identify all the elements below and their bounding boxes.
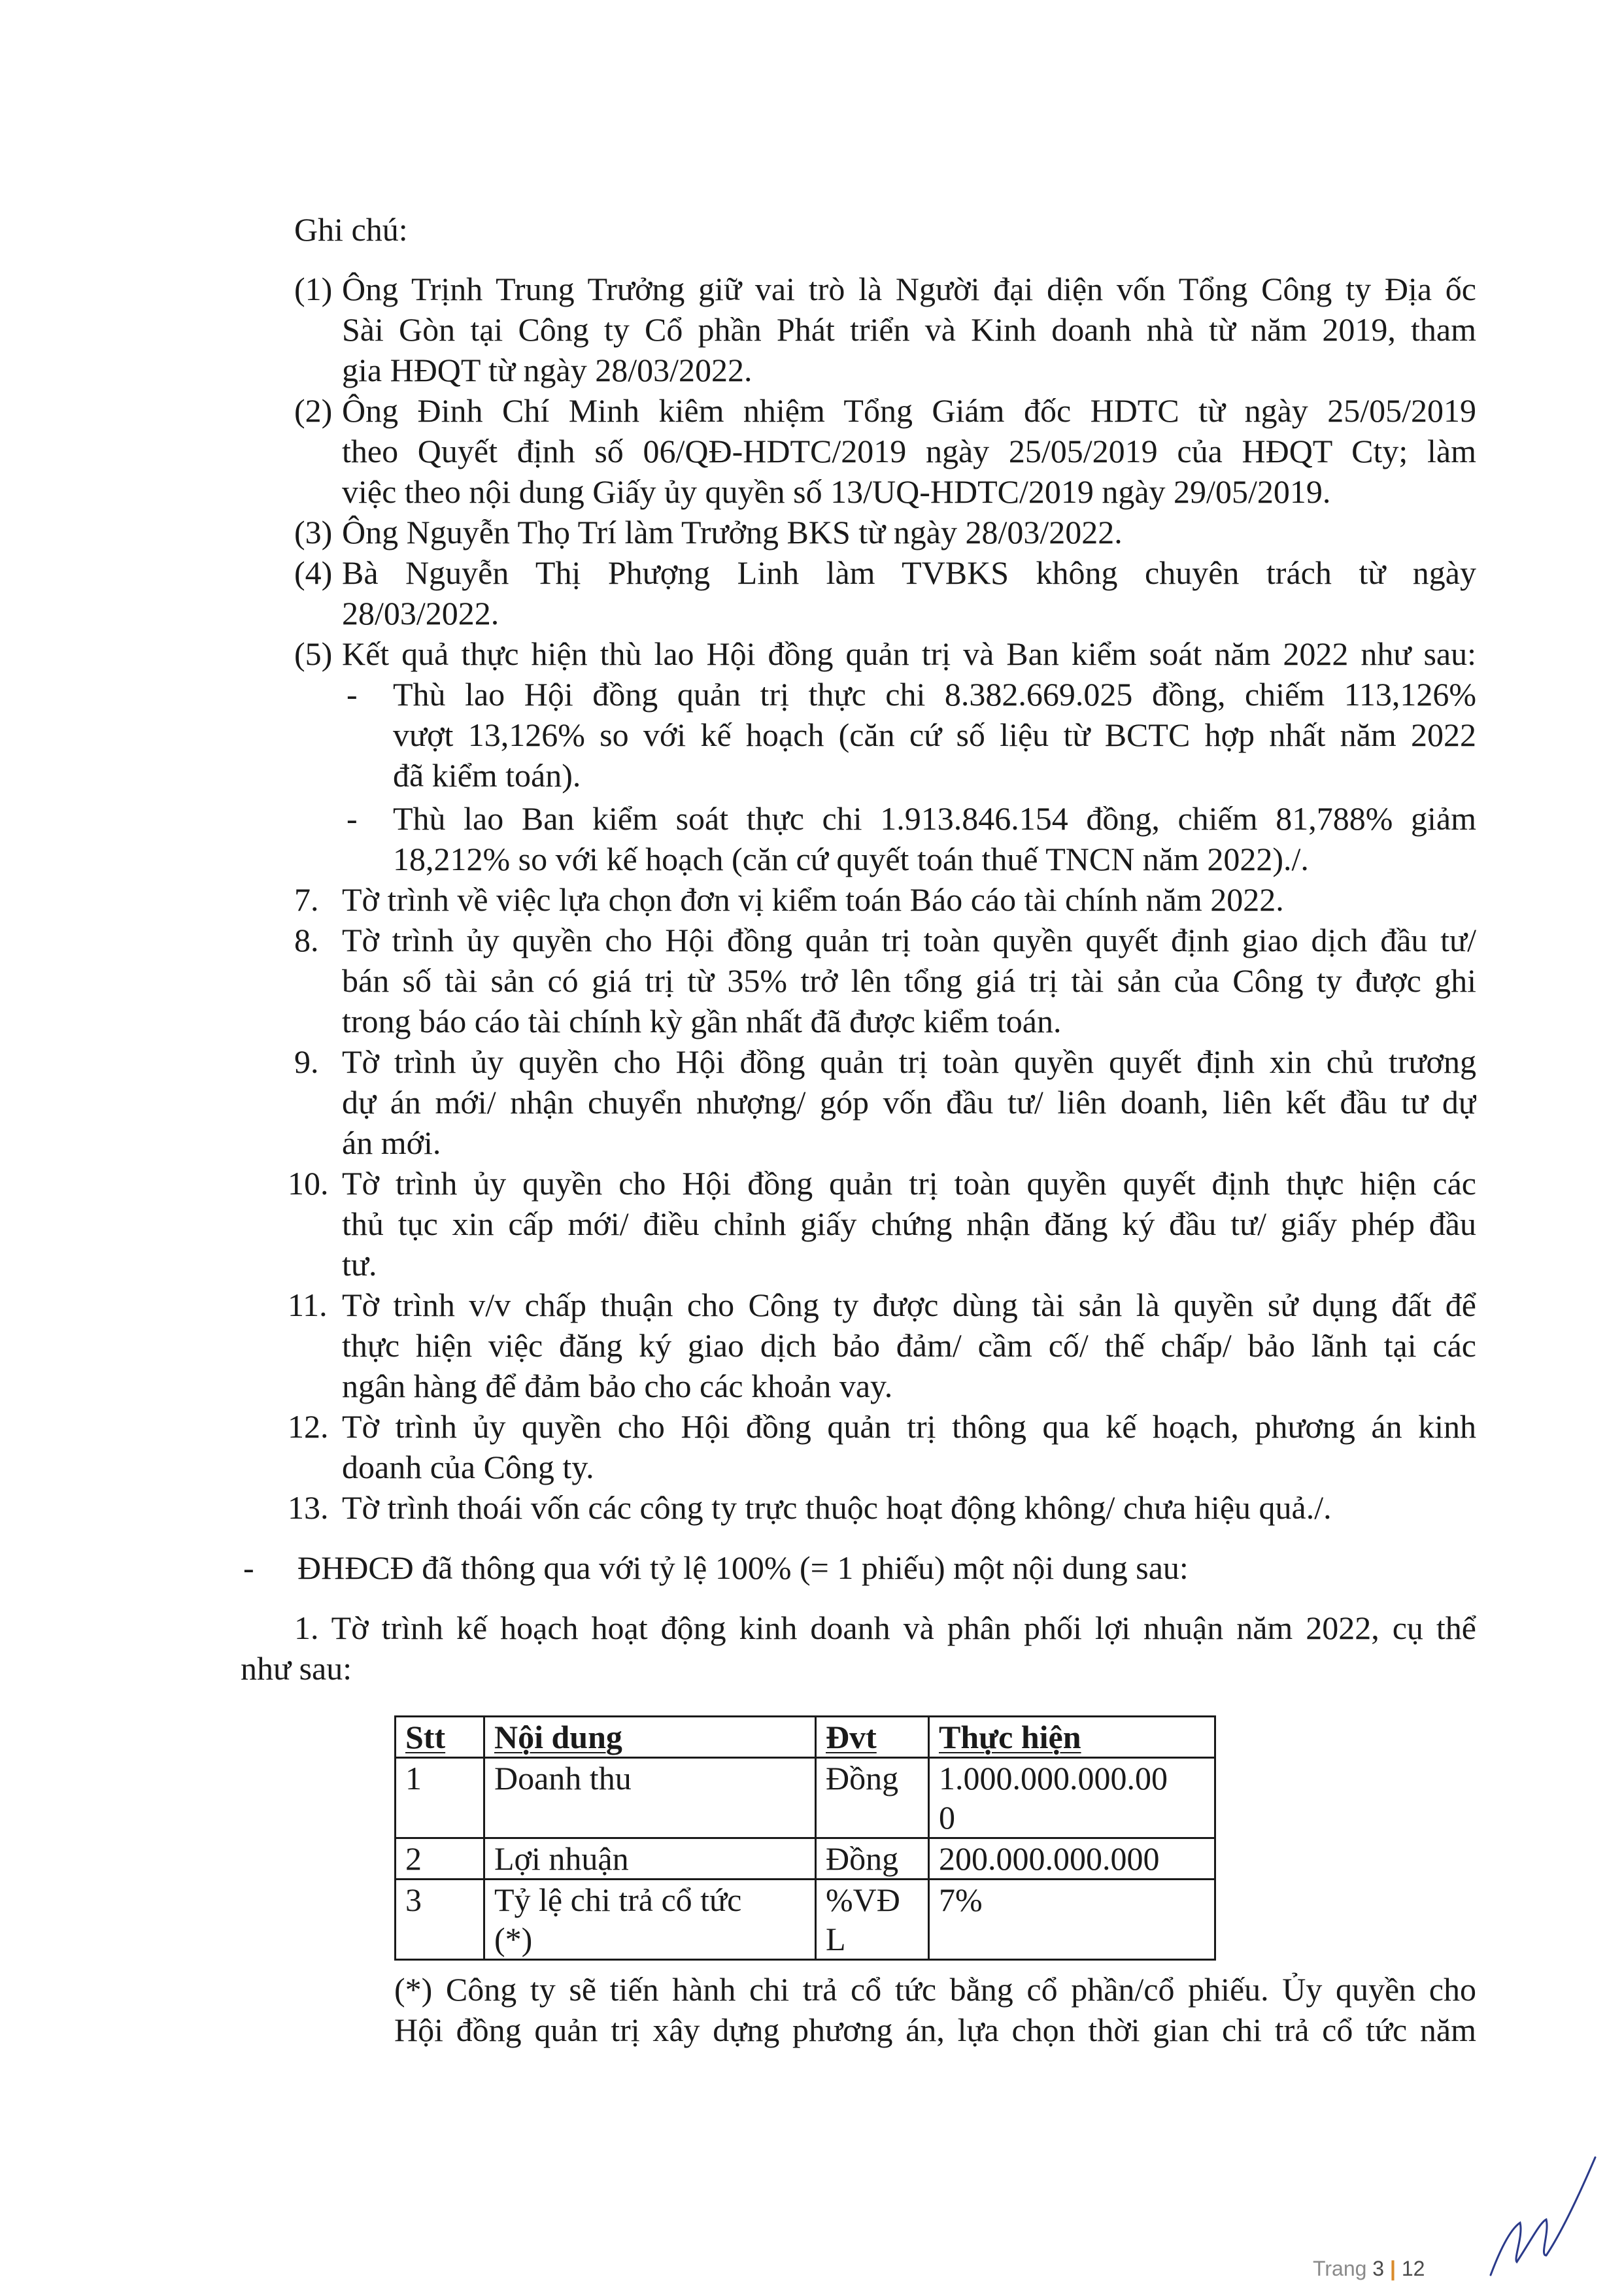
bullet-dash: - bbox=[347, 676, 358, 713]
table-row bbox=[396, 1838, 1215, 1880]
table-cell: 2 bbox=[396, 1838, 484, 1880]
table-header-row bbox=[396, 1717, 1215, 1758]
item-line: dự án mới/ nhận chuyển nhượng/ góp vốn đầu tư/ liên doanh, liên kết đầu tư dự bbox=[342, 1084, 1476, 1121]
page-separator: | bbox=[1389, 2257, 1396, 2280]
note-line: Sài Gòn tại Công ty Cổ phần Phát triển và Kinh doanh nhà từ năm 2019, tham bbox=[342, 311, 1476, 348]
table-header-cell: Stt bbox=[396, 1717, 484, 1758]
item-line: Tờ trình v/v chấp thuận cho Công ty được dùng tài sản là quyền sử dụng đất để bbox=[342, 1287, 1476, 1323]
item-line: án mới. bbox=[342, 1124, 441, 1161]
table-cell: %VĐ L bbox=[816, 1880, 929, 1960]
approval-dash: - bbox=[243, 1549, 254, 1586]
table-row bbox=[396, 1880, 1215, 1960]
note-number: (1) bbox=[294, 271, 333, 307]
page-footer bbox=[1313, 2257, 1425, 2281]
item-line: bán số tài sản có giá trị từ 35% trở lên tổng giá trị tài sản của Công ty được ghi bbox=[342, 962, 1476, 999]
note-line: Ông Nguyễn Thọ Trí làm Trưởng BKS từ ngày 28/03/2022. bbox=[342, 514, 1123, 550]
bullet-line: 18,212% so với kế hoạch (căn cứ quyết toán thuế TNCN năm 2022)./. bbox=[393, 841, 1309, 877]
item-line: ngân hàng để đảm bảo cho các khoản vay. bbox=[342, 1368, 893, 1404]
footnote-line: (*) Công ty sẽ tiến hành chi trả cổ tức bằng cổ phần/cổ phiếu. Ủy quyền cho bbox=[394, 1971, 1476, 2008]
note-line: gia HĐQT từ ngày 28/03/2022. bbox=[342, 352, 753, 388]
item-line: Tờ trình về việc lựa chọn đơn vị kiểm toán Báo cáo tài chính năm 2022. bbox=[342, 881, 1284, 918]
table-header-cell: Nội dung bbox=[484, 1717, 816, 1758]
item-number: 12. bbox=[288, 1408, 329, 1445]
notes-heading: Ghi chú: bbox=[294, 211, 408, 248]
item-line: doanh của Công ty. bbox=[342, 1449, 594, 1485]
note-number: (4) bbox=[294, 554, 333, 591]
table-cell: Lợi nhuận bbox=[484, 1838, 816, 1880]
item-line: Tờ trình ủy quyền cho Hội đồng quản trị thông qua kế hoạch, phương án kinh bbox=[342, 1408, 1476, 1445]
table-cell: 7% bbox=[929, 1880, 1215, 1960]
note-line: Kết quả thực hiện thù lao Hội đồng quản trị và Ban kiểm soát năm 2022 như sau: bbox=[342, 635, 1476, 672]
table-cell: Tỷ lệ chi trả cổ tức (*) bbox=[484, 1880, 816, 1960]
item-number: 7. bbox=[294, 881, 319, 918]
table-cell: Doanh thu bbox=[484, 1758, 816, 1838]
item-number: 11. bbox=[288, 1287, 328, 1323]
note-line: việc theo nội dung Giấy ủy quyền số 13/UQ-HDTC/2019 ngày 29/05/2019. bbox=[342, 473, 1331, 510]
note-number: (2) bbox=[294, 392, 333, 429]
plan-line: 1. Tờ trình kế hoạch hoạt động kinh doanh và phân phối lợi nhuận năm 2022, cụ thể bbox=[294, 1610, 1476, 1646]
approval-text: ĐHĐCĐ đã thông qua với tỷ lệ 100% (= 1 phiếu) một nội dung sau: bbox=[297, 1549, 1189, 1586]
initials-signature bbox=[1484, 2151, 1602, 2282]
page-number: 3 bbox=[1372, 2257, 1385, 2280]
bullet-line: Thù lao Ban kiểm soát thực chi 1.913.846.154 đồng, chiếm 81,788% giảm bbox=[393, 800, 1476, 837]
table-row bbox=[396, 1758, 1215, 1838]
table-cell: Đồng bbox=[816, 1758, 929, 1838]
page-total: 12 bbox=[1401, 2257, 1425, 2280]
table-header-cell: Thực hiện bbox=[929, 1717, 1215, 1758]
note-number: (3) bbox=[294, 514, 333, 550]
item-number: 13. bbox=[288, 1489, 329, 1526]
bullet-line: Thù lao Hội đồng quản trị thực chi 8.382.669.025 đồng, chiếm 113,126% bbox=[393, 676, 1476, 713]
note-line: theo Quyết định số 06/QĐ-HDTC/2019 ngày 25/05/2019 của HĐQT Cty; làm bbox=[342, 433, 1476, 469]
page-label: Trang bbox=[1313, 2257, 1367, 2280]
item-line: trong báo cáo tài chính kỳ gần nhất đã được kiểm toán. bbox=[342, 1003, 1062, 1039]
table-header-cell: Đvt bbox=[816, 1717, 929, 1758]
note-line: 28/03/2022. bbox=[342, 595, 499, 632]
item-number: 8. bbox=[294, 922, 319, 958]
item-number: 10. bbox=[288, 1165, 329, 1202]
item-line: thủ tục xin cấp mới/ điều chỉnh giấy chứng nhận đăng ký đầu tư/ giấy phép đầu bbox=[342, 1206, 1476, 1242]
bullet-line: vượt 13,126% so với kế hoạch (căn cứ số liệu từ BCTC hợp nhất năm 2022 bbox=[393, 717, 1476, 753]
note-line: Ông Đinh Chí Minh kiêm nhiệm Tổng Giám đốc HDTC từ ngày 25/05/2019 bbox=[342, 392, 1476, 429]
item-line: Tờ trình ủy quyền cho Hội đồng quản trị toàn quyền quyết định xin chủ trương bbox=[342, 1043, 1476, 1080]
item-line: Tờ trình thoái vốn các công ty trực thuộc hoạt động không/ chưa hiệu quả./. bbox=[342, 1489, 1332, 1526]
item-number: 9. bbox=[294, 1043, 319, 1080]
table-cell: 1 bbox=[396, 1758, 484, 1838]
bullet-line: đã kiểm toán). bbox=[393, 757, 581, 794]
note-line: Ông Trịnh Trung Trưởng giữ vai trò là Người đại diện vốn Tổng Công ty Địa ốc bbox=[342, 271, 1476, 307]
bullet-dash: - bbox=[347, 800, 358, 837]
item-line: tư. bbox=[342, 1246, 377, 1283]
table-cell: Đồng bbox=[816, 1838, 929, 1880]
item-line: Tờ trình ủy quyền cho Hội đồng quản trị toàn quyền quyết định thực hiện các bbox=[342, 1165, 1476, 1202]
note-number: (5) bbox=[294, 635, 333, 672]
footnote-line: Hội đồng quản trị xây dựng phương án, lựa chọn thời gian chi trả cổ tức năm bbox=[394, 2012, 1476, 2048]
table-cell: 1.000.000.000.00 0 bbox=[929, 1758, 1215, 1838]
note-line: Bà Nguyễn Thị Phượng Linh làm TVBKS không chuyên trách từ ngày bbox=[342, 554, 1476, 591]
item-line: thực hiện việc đăng ký giao dịch bảo đảm/ cầm cố/ thế chấp/ bảo lãnh tại các bbox=[342, 1327, 1476, 1364]
plan-line: như sau: bbox=[241, 1650, 352, 1687]
item-line: Tờ trình ủy quyền cho Hội đồng quản trị toàn quyền quyết định giao dịch đầu tư/ bbox=[342, 922, 1476, 958]
business-plan-table bbox=[394, 1715, 1216, 1961]
table-cell: 200.000.000.000 bbox=[929, 1838, 1215, 1880]
table-cell: 3 bbox=[396, 1880, 484, 1960]
